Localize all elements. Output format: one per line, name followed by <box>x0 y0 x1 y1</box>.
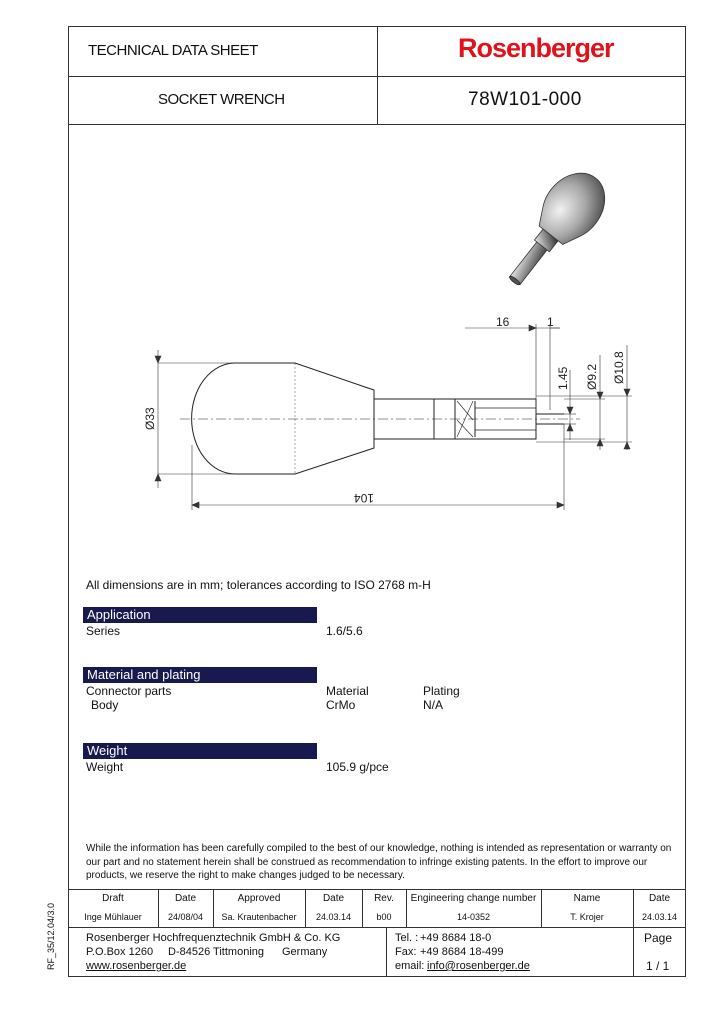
rev-value-date: 24.03.14 <box>315 912 352 922</box>
revision-table-top <box>68 889 686 890</box>
rev-value-approved: Sa. Krautenbacher <box>221 912 297 922</box>
material-row-part: Body <box>91 698 119 712</box>
rev-header-ecn: Engineering change number <box>410 893 537 904</box>
doc-type-title: TECHNICAL DATA SHEET <box>88 42 258 59</box>
rev-header-date: Date <box>174 893 197 904</box>
material-col-connector-parts: Connector parts <box>86 684 172 698</box>
part-number: 78W101-000 <box>468 89 582 110</box>
brand-logo: Rosenberger <box>458 33 614 63</box>
footer-email-link[interactable]: info@rosenberger.de <box>427 960 530 972</box>
rev-header-date: Date <box>648 893 671 904</box>
rev-header-rev: Rev. <box>374 893 394 904</box>
footer-fax: +49 8684 18-499 <box>420 946 504 958</box>
material-col-plating: Plating <box>423 684 460 698</box>
product-name: SOCKET WRENCH <box>158 91 285 108</box>
section-application-heading: Application <box>83 607 317 623</box>
application-label: Series <box>86 624 121 638</box>
weight-value: 105.9 g/pce <box>326 760 389 774</box>
disclaimer-text: While the information has been carefully compiled to the best of our knowledge, nothing is intended as representation or warranty on our part and no statement herein shall be construed as recommendation to infringe existing patents. In the effort to improve our products, we reserve the right to make changes judged to be necessary. <box>86 843 672 881</box>
dim-small-1: 1 <box>547 315 554 329</box>
footer-website-link[interactable]: www.rosenberger.de <box>86 960 187 972</box>
rev-value-name: T. Krojer <box>570 912 604 922</box>
rev-header-draft: Draft <box>102 893 124 904</box>
weight-label: Weight <box>86 760 124 774</box>
dim-diameter-33: Ø33 <box>143 407 157 430</box>
rev-header-name: Name <box>573 893 601 904</box>
footer-divider <box>386 927 387 977</box>
header-column-divider <box>377 26 378 124</box>
header-bottom-line <box>68 124 686 125</box>
rev-value-ecn: 14-0352 <box>456 912 491 922</box>
rev-header-date: Date <box>322 893 345 904</box>
technical-drawing <box>140 310 640 515</box>
application-value: 1.6/5.6 <box>326 624 363 638</box>
revision-table-bottom <box>68 927 686 928</box>
page-label: Page <box>644 931 673 945</box>
dim-overall-104: 104 <box>353 491 374 505</box>
dim-diameter-108: Ø10.8 <box>612 351 626 384</box>
footer-company: Rosenberger Hochfrequenztechnik GmbH & Co. KG <box>86 932 341 944</box>
dim-width-145: 1.45 <box>556 366 570 390</box>
footer-country: Germany <box>282 946 328 958</box>
dim-diameter-92: Ø9.2 <box>585 363 599 390</box>
material-row-plating: N/A <box>423 698 444 712</box>
rev-value-date: 24.03.14 <box>641 912 678 922</box>
side-document-code: RF_35/12.04/3.0 <box>46 902 56 970</box>
rev-value-rev: b00 <box>376 912 392 922</box>
wrench-3d-illustration <box>490 160 630 285</box>
rev-header-approved: Approved <box>237 893 281 904</box>
footer-postal: D-84526 Tittmoning <box>168 946 264 958</box>
rev-value-date: 24/08/04 <box>167 912 204 922</box>
rev-value-draft: Inge Mühlauer <box>84 912 142 922</box>
footer-email-label: email: <box>395 960 425 972</box>
material-col-material: Material <box>326 684 369 698</box>
footer-tel: +49 8684 18-0 <box>420 932 492 944</box>
drawing-handle-outline <box>192 363 374 474</box>
section-material-heading: Material and plating <box>83 667 317 683</box>
page-number: 1 / 1 <box>646 959 670 973</box>
material-row-material: CrMo <box>326 698 356 712</box>
footer-fax-label: Fax: <box>395 946 417 958</box>
section-weight-heading: Weight <box>83 743 317 759</box>
dimensions-note: All dimensions are in mm; tolerances according to ISO 2768 m-H <box>86 578 431 592</box>
footer-divider <box>633 927 634 977</box>
dim-length-16: 16 <box>496 315 510 329</box>
footer-tel-label: Tel. : <box>395 932 419 944</box>
footer-pobox: P.O.Box 1260 <box>86 946 154 958</box>
